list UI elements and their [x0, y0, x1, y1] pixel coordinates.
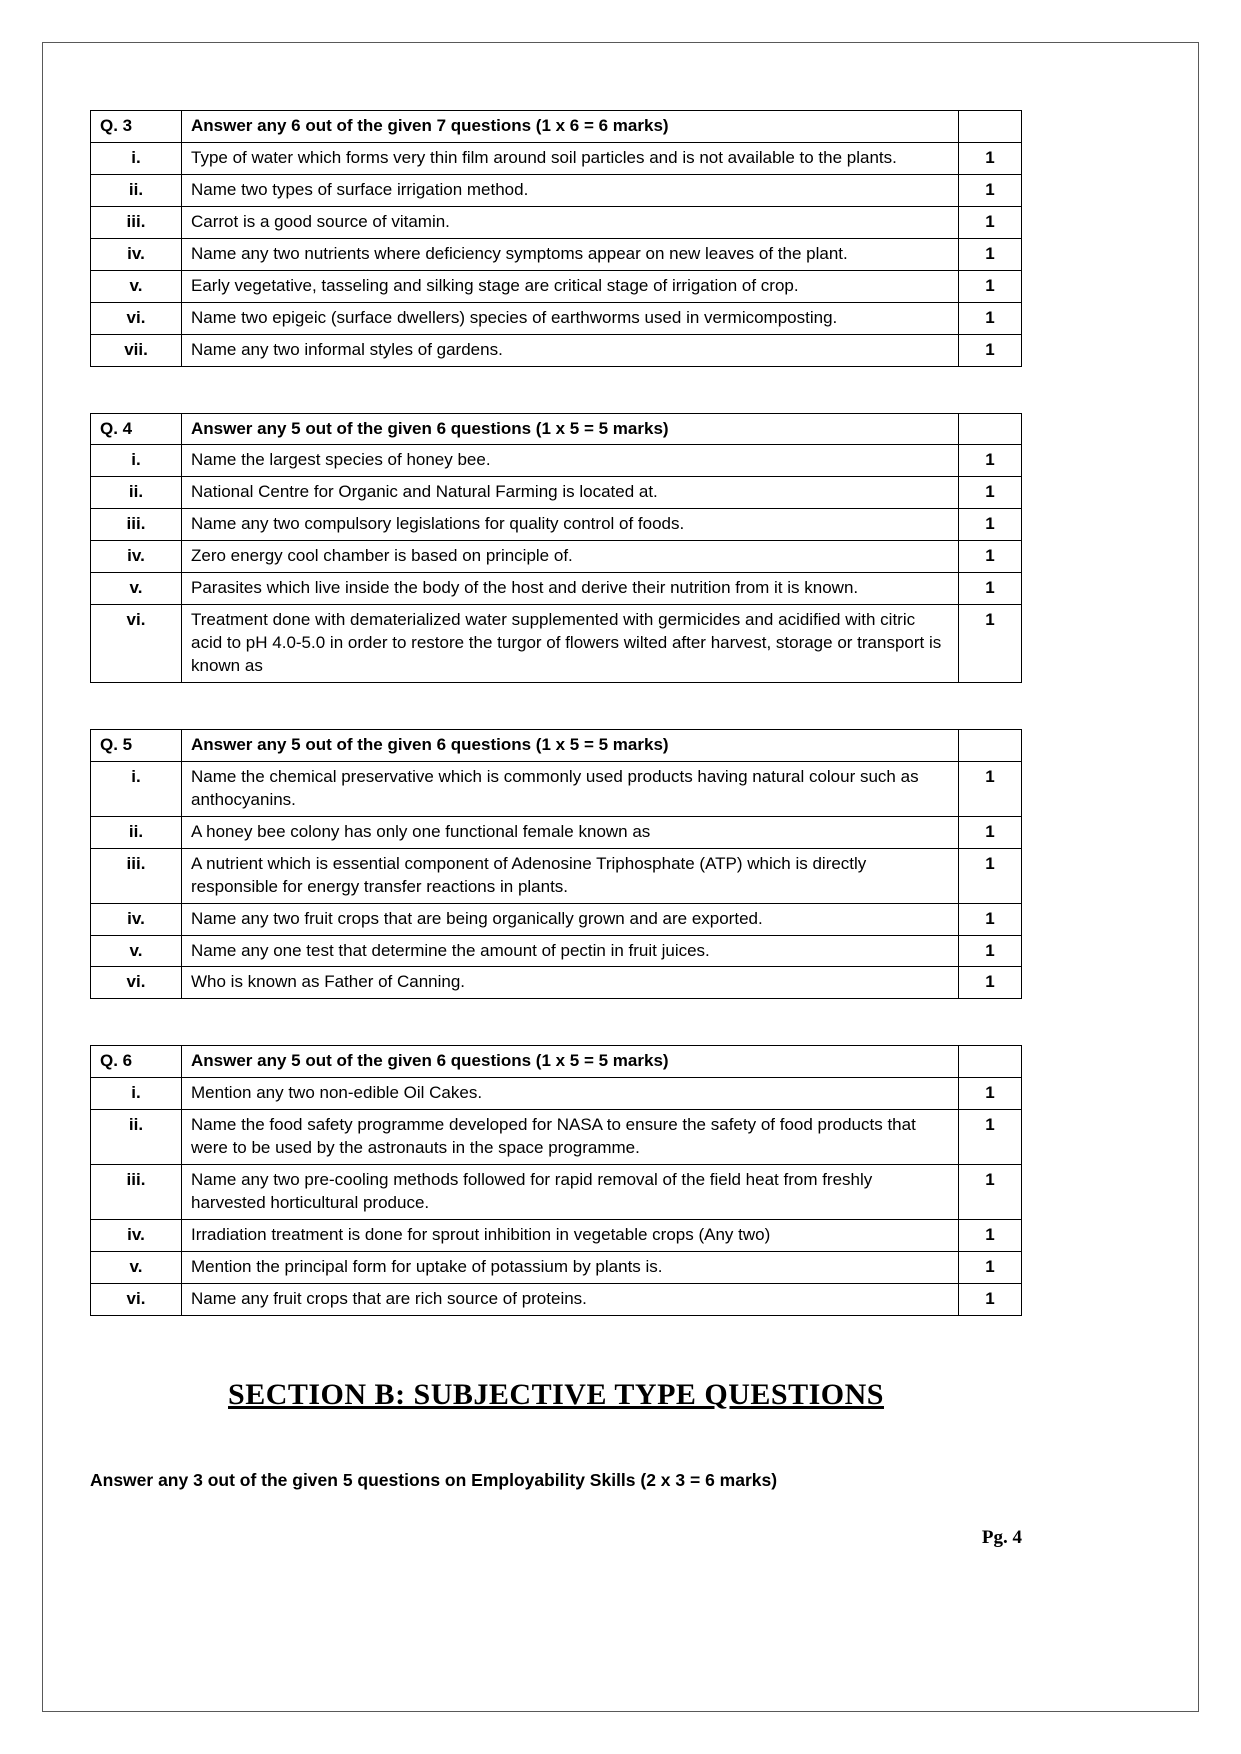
question-marks: 1 [959, 509, 1022, 541]
question-row [91, 967, 1022, 999]
table-title: Answer any 5 out of the given 6 questions (1 x 5 = 5 marks) [182, 729, 959, 761]
question-marks: 1 [959, 1110, 1022, 1165]
question-roman-numeral: v. [91, 270, 182, 302]
question-marks: 1 [959, 761, 1022, 816]
question-marks: 1 [959, 206, 1022, 238]
question-marks: 1 [959, 270, 1022, 302]
question-text: Name any two fruit crops that are being organically grown and are exported. [182, 903, 959, 935]
question-row [91, 935, 1022, 967]
question-text: Zero energy cool chamber is based on principle of. [182, 541, 959, 573]
question-roman-numeral: ii. [91, 1110, 182, 1165]
question-roman-numeral: iii. [91, 1165, 182, 1220]
question-row [91, 174, 1022, 206]
question-row [91, 573, 1022, 605]
instruction-note: Answer any 3 out of the given 5 questions on Employability Skills (2 x 3 = 6 marks) [90, 1469, 778, 1490]
question-marks: 1 [959, 174, 1022, 206]
question-marks: 1 [959, 142, 1022, 174]
question-marks: 1 [959, 573, 1022, 605]
question-table [90, 729, 1022, 999]
question-marks: 1 [959, 848, 1022, 903]
question-row [91, 1078, 1022, 1110]
question-marks: 1 [959, 477, 1022, 509]
question-table [90, 413, 1022, 683]
question-row [91, 1251, 1022, 1283]
question-roman-numeral: iv. [91, 541, 182, 573]
question-row [91, 477, 1022, 509]
question-roman-numeral: iii. [91, 848, 182, 903]
question-row [91, 302, 1022, 334]
question-marks: 1 [959, 967, 1022, 999]
question-row [91, 848, 1022, 903]
question-text: Carrot is a good source of vitamin. [182, 206, 959, 238]
question-table [90, 110, 1022, 367]
question-marks: 1 [959, 1251, 1022, 1283]
question-text: Early vegetative, tasseling and silking stage are critical stage of irrigation of crop. [182, 270, 959, 302]
question-row [91, 238, 1022, 270]
section-heading: SECTION B: SUBJECTIVE TYPE QUESTIONS [228, 1377, 884, 1411]
question-marks: 1 [959, 1078, 1022, 1110]
question-text: Name two epigeic (surface dwellers) species of earthworms used in vermicomposting. [182, 302, 959, 334]
question-roman-numeral: v. [91, 1251, 182, 1283]
table-title: Answer any 5 out of the given 6 questions (1 x 5 = 5 marks) [182, 1046, 959, 1078]
table-header-row [91, 1046, 1022, 1078]
question-row [91, 1110, 1022, 1165]
question-row [91, 1283, 1022, 1315]
table-marks-header [959, 1046, 1022, 1078]
table-title: Answer any 5 out of the given 6 questions (1 x 5 = 5 marks) [182, 413, 959, 445]
question-text: Name any fruit crops that are rich source of proteins. [182, 1283, 959, 1315]
question-roman-numeral: vii. [91, 334, 182, 366]
question-roman-numeral: ii. [91, 174, 182, 206]
question-row [91, 1165, 1022, 1220]
question-roman-numeral: vi. [91, 967, 182, 999]
question-row [91, 541, 1022, 573]
question-row [91, 761, 1022, 816]
question-roman-numeral: v. [91, 573, 182, 605]
question-text: A honey bee colony has only one functional female known as [182, 816, 959, 848]
question-marks: 1 [959, 1283, 1022, 1315]
question-row [91, 816, 1022, 848]
question-marks: 1 [959, 816, 1022, 848]
question-text: Name any two informal styles of gardens. [182, 334, 959, 366]
question-text: Treatment done with dematerialized water supplemented with germicides and acidified with citric acid to pH 4.0-5.0 in order to restore the turgor of flowers wilted after harvest, storage or transport is known as [182, 605, 959, 683]
question-text: Name the chemical preservative which is commonly used products having natural colour such as anthocyanins. [182, 761, 959, 816]
question-text: Name the food safety programme developed for NASA to ensure the safety of food products that were to be used by the astronauts in the space programme. [182, 1110, 959, 1165]
question-row [91, 206, 1022, 238]
question-table [90, 1045, 1022, 1315]
table-header-row [91, 729, 1022, 761]
question-roman-numeral: i. [91, 761, 182, 816]
table-marks-header [959, 413, 1022, 445]
question-text: Name any two compulsory legislations for quality control of foods. [182, 509, 959, 541]
question-roman-numeral: iii. [91, 206, 182, 238]
question-marks: 1 [959, 302, 1022, 334]
question-marks: 1 [959, 445, 1022, 477]
table-title: Answer any 6 out of the given 7 questions (1 x 6 = 6 marks) [182, 111, 959, 143]
question-marks: 1 [959, 238, 1022, 270]
question-marks: 1 [959, 605, 1022, 683]
table-question-id: Q. 5 [91, 729, 182, 761]
question-text: Name any two pre-cooling methods followed for rapid removal of the field heat from freshly harvested horticultural produce. [182, 1165, 959, 1220]
question-marks: 1 [959, 541, 1022, 573]
question-text: Type of water which forms very thin film around soil particles and is not available to the plants. [182, 142, 959, 174]
question-row [91, 270, 1022, 302]
question-roman-numeral: ii. [91, 477, 182, 509]
table-header-row [91, 413, 1022, 445]
page-number: Pg. 4 [981, 1526, 1022, 1548]
question-text: Name two types of surface irrigation method. [182, 174, 959, 206]
question-roman-numeral: vi. [91, 605, 182, 683]
tables-container [90, 110, 1022, 1316]
question-marks: 1 [959, 1165, 1022, 1220]
question-roman-numeral: i. [91, 445, 182, 477]
page-content [90, 110, 1022, 1549]
question-row [91, 445, 1022, 477]
question-text: Name any one test that determine the amount of pectin in fruit juices. [182, 935, 959, 967]
question-row [91, 1220, 1022, 1252]
table-marks-header [959, 111, 1022, 143]
question-text: Who is known as Father of Canning. [182, 967, 959, 999]
question-row [91, 142, 1022, 174]
question-row [91, 334, 1022, 366]
question-roman-numeral: iv. [91, 903, 182, 935]
question-text: Name the largest species of honey bee. [182, 445, 959, 477]
question-marks: 1 [959, 935, 1022, 967]
question-text: Mention the principal form for uptake of potassium by plants is. [182, 1251, 959, 1283]
question-marks: 1 [959, 334, 1022, 366]
question-roman-numeral: vi. [91, 1283, 182, 1315]
question-text: A nutrient which is essential component of Adenosine Triphosphate (ATP) which is directly responsible for energy transfer reactions in plants. [182, 848, 959, 903]
question-marks: 1 [959, 1220, 1022, 1252]
question-roman-numeral: iv. [91, 1220, 182, 1252]
question-roman-numeral: ii. [91, 816, 182, 848]
question-row [91, 903, 1022, 935]
question-roman-numeral: iii. [91, 509, 182, 541]
question-text: Mention any two non-edible Oil Cakes. [182, 1078, 959, 1110]
question-marks: 1 [959, 903, 1022, 935]
table-question-id: Q. 3 [91, 111, 182, 143]
question-text: Name any two nutrients where deficiency symptoms appear on new leaves of the plant. [182, 238, 959, 270]
question-row [91, 605, 1022, 683]
question-roman-numeral: v. [91, 935, 182, 967]
question-roman-numeral: i. [91, 1078, 182, 1110]
table-question-id: Q. 6 [91, 1046, 182, 1078]
question-roman-numeral: i. [91, 142, 182, 174]
question-text: Parasites which live inside the body of the host and derive their nutrition from it is known. [182, 573, 959, 605]
table-header-row [91, 111, 1022, 143]
question-roman-numeral: iv. [91, 238, 182, 270]
question-row [91, 509, 1022, 541]
table-marks-header [959, 729, 1022, 761]
question-roman-numeral: vi. [91, 302, 182, 334]
table-question-id: Q. 4 [91, 413, 182, 445]
question-text: National Centre for Organic and Natural Farming is located at. [182, 477, 959, 509]
question-text: Irradiation treatment is done for sprout inhibition in vegetable crops (Any two) [182, 1220, 959, 1252]
